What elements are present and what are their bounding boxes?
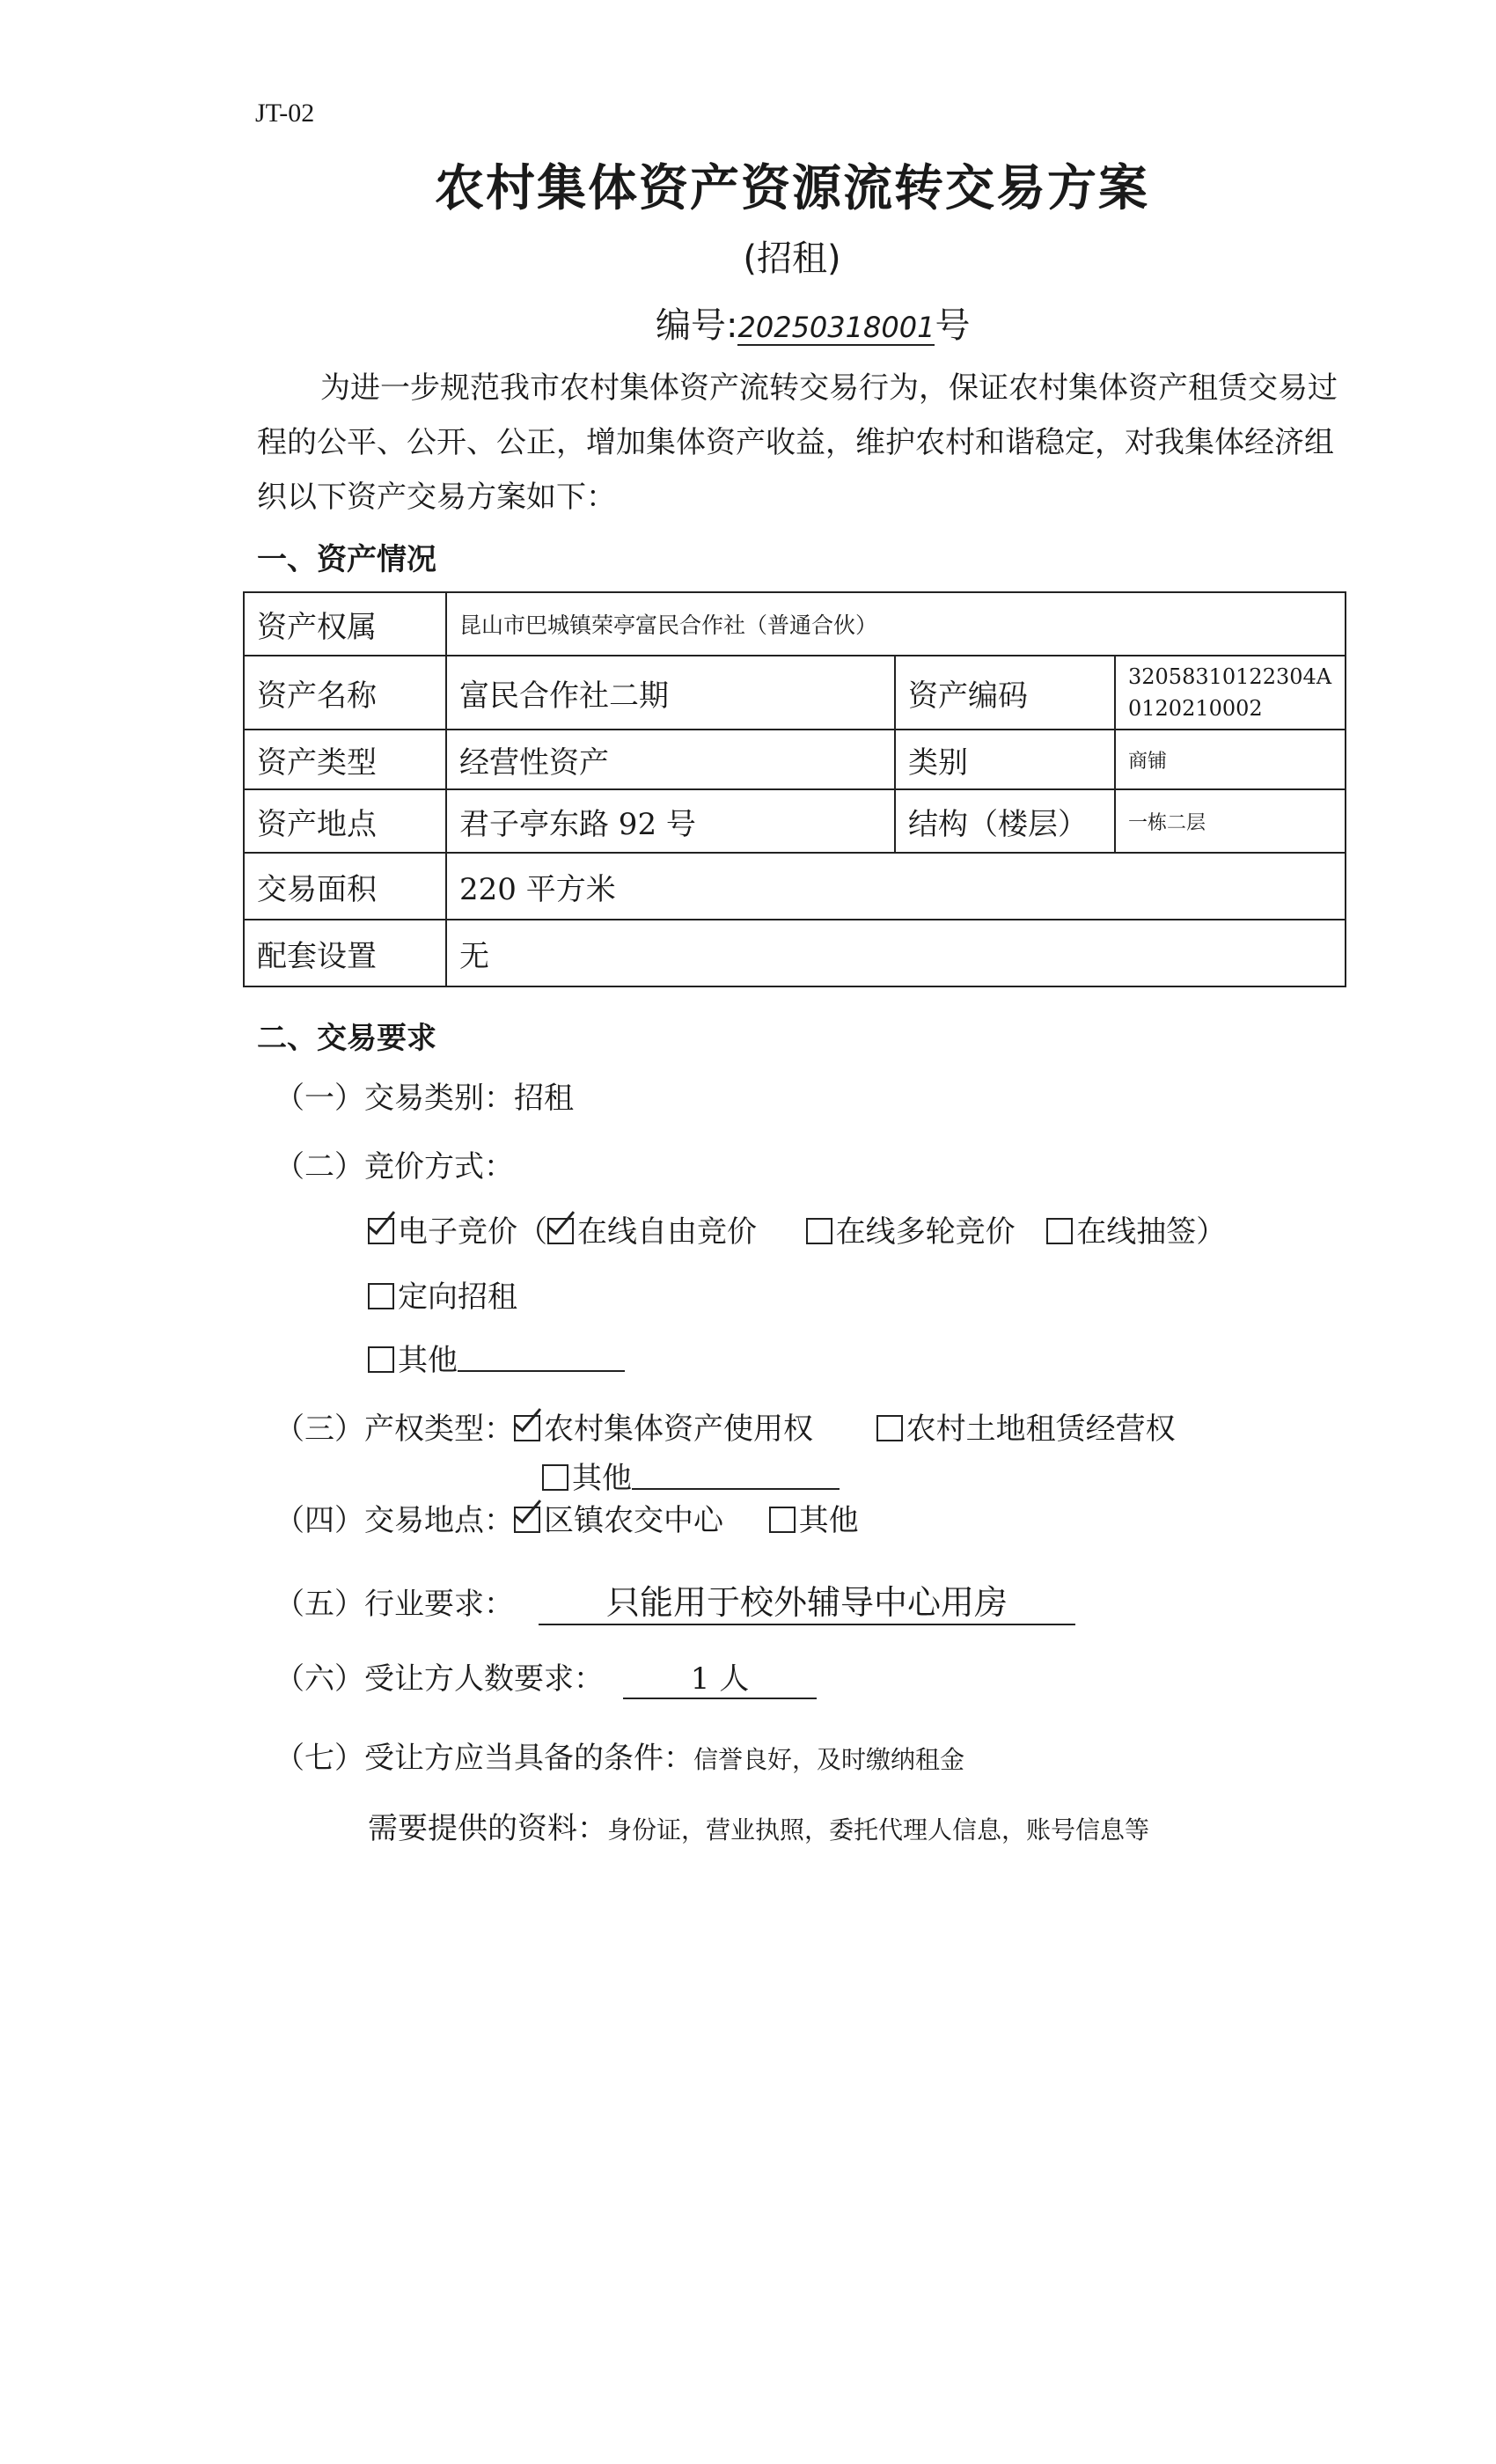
table-cell-value: 经营性资产 <box>446 730 895 789</box>
option-label: 区镇农交中心 <box>544 1503 723 1538</box>
table-cell-label: 资产类型 <box>244 730 446 789</box>
option-label: 在线自由竞价 <box>577 1214 757 1250</box>
req-label: （七）受让方应当具备的条件： <box>275 1741 693 1776</box>
industry-requirement-value: 只能用于校外辅导中心用房 <box>539 1575 1075 1625</box>
table-row <box>244 592 1346 656</box>
document-code: JT-02 <box>255 99 315 128</box>
req-transferee-conditions <box>275 1734 964 1777</box>
table-cell-value: 商铺 <box>1115 730 1346 789</box>
option-label: 农村土地租赁经营权 <box>906 1412 1176 1447</box>
table-cell-label: 资产名称 <box>244 656 446 730</box>
page-title: 农村集体资产资源流转交易方案 <box>435 160 1149 217</box>
online-multi-round-checkbox[interactable] <box>806 1218 832 1244</box>
option-label: 其他 <box>798 1503 859 1538</box>
req-bidding-method: （二）竞价方式： <box>275 1149 514 1184</box>
table-cell-label: 结构（楼层） <box>895 789 1115 853</box>
req-transaction-location <box>275 1496 859 1539</box>
number-suffix: 号 <box>935 305 971 346</box>
number-label: 编号: <box>656 305 738 346</box>
req-label: （四）交易地点： <box>275 1503 514 1538</box>
req-transaction-type <box>275 1074 574 1117</box>
table-row <box>244 920 1346 986</box>
page-subtitle: (招租) <box>743 238 841 279</box>
option-label: 其他 <box>398 1343 458 1378</box>
section-heading-requirements: 二、交易要求 <box>257 1021 436 1056</box>
req-required-documents <box>368 1804 1149 1847</box>
req-value: 身份证，营业执照，委托代理人信息，账号信息等 <box>607 1815 1150 1844</box>
req-label: （六）受让方人数要求： <box>275 1661 604 1697</box>
online-free-bidding-checkbox[interactable] <box>547 1218 574 1244</box>
req-label: 需要提供的资料： <box>368 1811 607 1846</box>
property-other-checkbox[interactable] <box>542 1464 568 1491</box>
table-cell-value: 富民合作社二期 <box>446 656 895 730</box>
directed-lease-checkbox[interactable] <box>368 1283 394 1309</box>
table-cell-label: 资产权属 <box>244 592 446 656</box>
property-other-row <box>542 1454 840 1497</box>
section-heading-assets: 一、资产情况 <box>257 542 436 577</box>
bidding-other-checkbox[interactable] <box>368 1346 394 1373</box>
number-value: 20250318001 <box>737 311 935 344</box>
req-value: 招租 <box>514 1081 574 1116</box>
table-cell-value: 32058310122304A0120210002 <box>1115 656 1346 730</box>
bidding-options-row <box>368 1207 1226 1250</box>
req-label: （五）行业要求： <box>275 1587 514 1622</box>
table-cell-value: 220 平方米 <box>446 853 1346 920</box>
req-value: 信誉良好，及时缴纳租金 <box>693 1745 965 1774</box>
document-number <box>656 297 970 348</box>
option-label: 电子竞价（ <box>398 1214 547 1250</box>
transferee-count-value: 1 人 <box>623 1654 817 1699</box>
table-row <box>244 730 1346 789</box>
bidding-other-row <box>368 1336 625 1379</box>
table-cell-label: 资产编码 <box>895 656 1115 730</box>
table-row <box>244 789 1346 853</box>
asset-table <box>243 591 1346 987</box>
table-cell-value: 君子亭东路 92 号 <box>446 789 895 853</box>
option-label: 在线抽签） <box>1076 1214 1227 1250</box>
table-cell-value: 一栋二层 <box>1115 789 1346 853</box>
req-label: （三）产权类型： <box>275 1412 514 1447</box>
option-label: 农村集体资产使用权 <box>544 1412 813 1447</box>
blank-line <box>458 1344 625 1372</box>
table-cell-label: 类别 <box>895 730 1115 789</box>
intro-text: 为进一步规范我市农村集体资产流转交易行为，保证农村集体资产租赁交易过程的公平、公开、公正，增加集体资产收益，维护农村和谐稳定，对我集体经济组织以下资产交易方案如下： <box>257 370 1338 515</box>
req-industry <box>275 1575 1075 1625</box>
table-cell-label: 配套设置 <box>244 920 446 986</box>
land-lease-right-checkbox[interactable] <box>876 1415 903 1441</box>
table-cell-value: 昆山市巴城镇荣亭富民合作社（普通合伙） <box>446 592 1346 656</box>
option-label: 定向招租 <box>398 1280 517 1315</box>
directed-lease-row <box>368 1272 517 1316</box>
online-lottery-checkbox[interactable] <box>1046 1218 1073 1244</box>
req-property-type <box>275 1404 1176 1448</box>
table-row <box>244 853 1346 920</box>
option-label: 在线多轮竞价 <box>835 1214 1016 1250</box>
table-row <box>244 656 1346 730</box>
table-cell-label: 资产地点 <box>244 789 446 853</box>
table-cell-label: 交易面积 <box>244 853 446 920</box>
req-transferee-count <box>275 1654 817 1699</box>
collective-asset-use-right-checkbox[interactable] <box>514 1415 540 1441</box>
blank-line <box>632 1462 840 1490</box>
electronic-bidding-checkbox[interactable] <box>368 1218 394 1244</box>
location-other-checkbox[interactable] <box>769 1507 796 1533</box>
table-cell-value: 无 <box>446 920 1346 986</box>
option-label: 其他 <box>572 1461 632 1496</box>
intro-paragraph <box>257 361 1348 524</box>
req-label: （一）交易类别： <box>275 1081 514 1116</box>
district-center-checkbox[interactable] <box>514 1507 540 1533</box>
